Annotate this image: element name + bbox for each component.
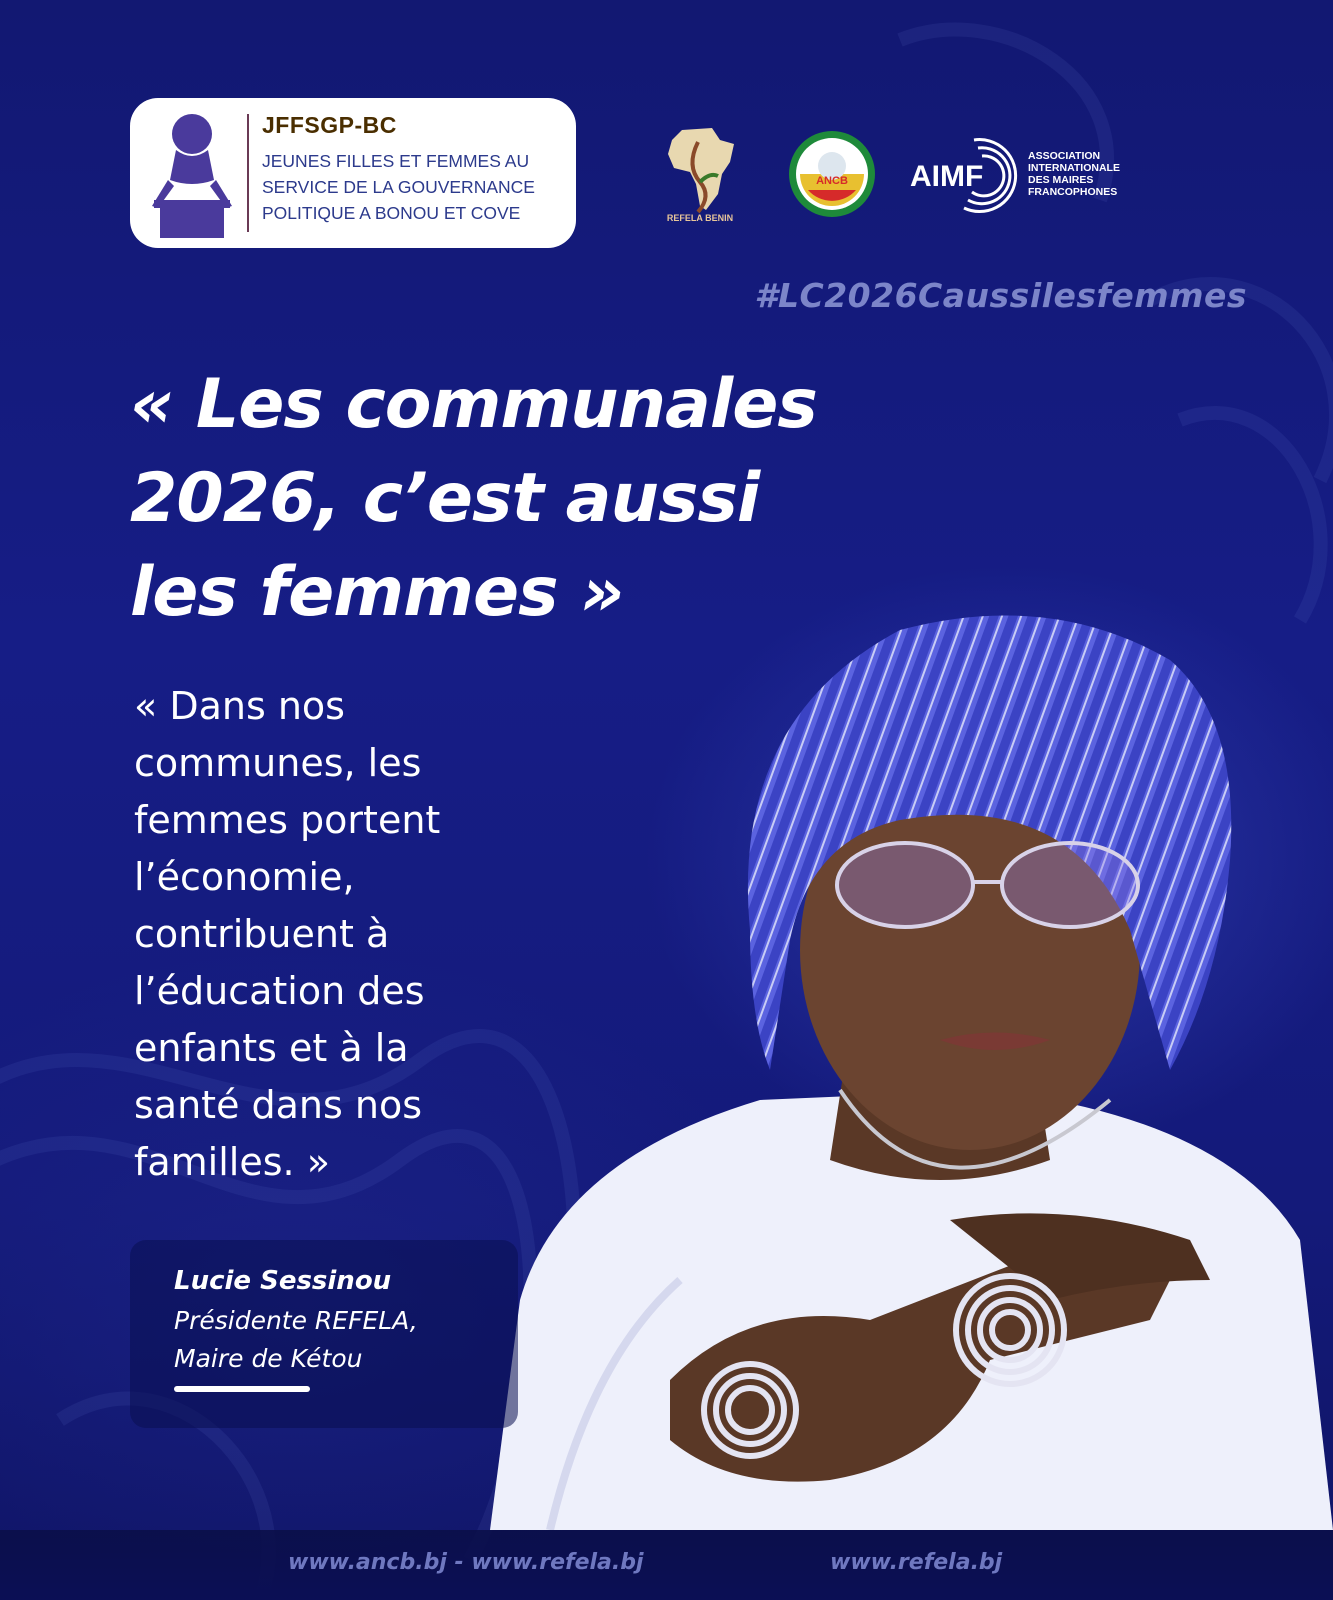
speaker-role: Présidente REFELA, (174, 1306, 418, 1335)
organization-card (130, 98, 576, 248)
quote-line: santé dans nos (134, 1083, 423, 1127)
org-fullname-line: POLITIQUE A BONOU ET COVE (262, 203, 521, 223)
speaker-name: Lucie Sessinou (174, 1266, 392, 1296)
quote-line: l’économie, (134, 855, 355, 899)
speaker-portrait (430, 600, 1333, 1530)
signature-underline (174, 1386, 310, 1392)
org-acronym: JFFSGP-BC (262, 112, 397, 138)
org-fullname (262, 148, 568, 226)
quote-line: femmes portent (134, 798, 441, 842)
headline (130, 358, 970, 640)
footer-websites: www.ancb.bj - www.refela.bj (288, 1550, 644, 1575)
org-divider (247, 114, 249, 232)
woman-at-podium-emblem (144, 110, 240, 238)
org-fullname-line: SERVICE DE LA GOUVERNANCE (262, 177, 535, 197)
quote-line: communes, les (134, 741, 422, 785)
campaign-hashtag: #LC2026Caussilesfemmes (754, 276, 1247, 315)
aimf-text-line: INTERNATIONALE (1028, 162, 1120, 174)
ancb-label: ANCB (816, 175, 848, 187)
footer-website: www.refela.bj (830, 1550, 1003, 1575)
aimf-logo (908, 134, 1020, 214)
refela-caption: REFELA BENIN (666, 213, 734, 223)
aimf-text-line: DES MAIRES (1028, 174, 1094, 186)
headline-line: les femmes » (130, 553, 624, 632)
quote-line: familles. » (134, 1140, 330, 1184)
speaker-role: Maire de Kétou (174, 1344, 363, 1373)
aimf-label: AIMF (910, 160, 984, 193)
headline-line: 2026, c’est aussi (130, 459, 760, 538)
speaker-signature (130, 1240, 518, 1428)
aimf-text-line: ASSOCIATION (1028, 150, 1101, 162)
org-fullname-line: JEUNES FILLES ET FEMMES AU (262, 151, 530, 171)
ancb-seal-logo (788, 130, 876, 218)
refela-africa-logo (660, 122, 740, 226)
quote-line: l’éducation des (134, 969, 425, 1013)
aimf-text-line: FRANCOPHONES (1028, 186, 1118, 198)
footer (0, 1530, 1333, 1600)
headline-line: « Les communales (130, 365, 817, 444)
aimf-fullname (1028, 150, 1158, 198)
quote-line: « Dans nos (134, 684, 345, 728)
quote-line: contribuent à (134, 912, 390, 956)
partner-logos (650, 122, 1210, 232)
quote-line: enfants et à la (134, 1026, 409, 1070)
